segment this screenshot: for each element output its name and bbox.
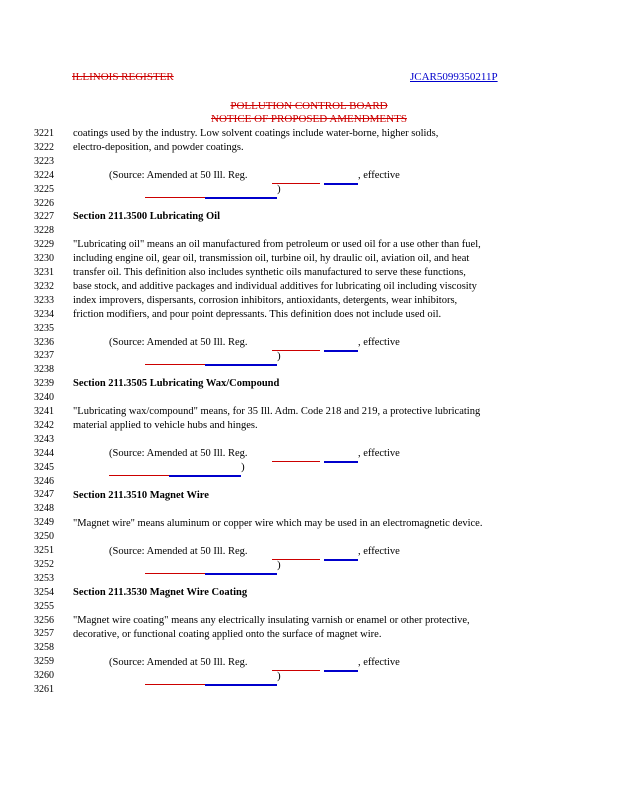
line-number: 3236 (34, 336, 54, 348)
line-number: 3250 (34, 531, 54, 543)
line-number: 3249 (34, 517, 54, 529)
source-effective: , effective (358, 448, 400, 459)
source-prefix: (Source: Amended at 50 Ill. Reg. (109, 546, 248, 557)
line-number: 3253 (34, 572, 54, 584)
line-number: 3224 (34, 169, 54, 181)
inserted-rule-line (324, 183, 358, 185)
line-number: 3241 (34, 406, 54, 417)
inserted-rule-line (205, 573, 277, 575)
line-number: 3256 (34, 614, 54, 626)
inserted-rule-line (324, 461, 358, 463)
source-prefix: (Source: Amended at 50 Ill. Reg. (109, 170, 248, 181)
header-jcar-code[interactable]: JCAR5099350211P (410, 71, 498, 83)
inserted-rule-line (205, 684, 277, 686)
line-number: 3226 (34, 197, 54, 209)
inserted-rule-line (324, 670, 358, 672)
source-note (109, 170, 248, 181)
line-number: 3231 (34, 267, 54, 278)
source-prefix: (Source: Amended at 50 Ill. Reg. (109, 337, 248, 348)
paragraph-line: "Magnet wire" means aluminum or copper wire which may be used in an electromagnetic device. (73, 518, 483, 529)
paragraph-line: including engine oil, gear oil, transmission oil, turbine oil, hy draulic oil, aviation oil, and heat (73, 253, 470, 264)
line-number: 3225 (34, 183, 54, 195)
paragraph-line: friction modifiers, and pour point depressants. This definition does not include used oil. (73, 309, 442, 320)
source-note (109, 546, 248, 557)
line-number: 3240 (34, 392, 54, 404)
source-note (109, 337, 248, 348)
line-number: 3223 (34, 155, 54, 167)
paragraph-line: transfer oil. This definition also includes synthetic oils manufactured to serve these functions, (73, 267, 466, 278)
deleted-rule-line (272, 461, 320, 462)
paragraph-line: "Lubricating oil" means an oil manufactured from petroleum or used oil for a use other than fuel, (73, 239, 481, 250)
deleted-rule-line (145, 197, 205, 198)
paragraph-line: index improvers, dispersants, corrosion inhibitors, antioxidants, detergents, wear inhibitors, (73, 295, 458, 306)
paragraph-line: "Lubricating wax/compound" means, for 35 Ill. Adm. Code 218 and 219, a protective lubricating (73, 406, 481, 417)
section-heading: Section 211.3505 Lubricating Wax/Compound (73, 378, 280, 389)
section-heading: Section 211.3530 Magnet Wire Coating (73, 587, 248, 598)
header-register-title: ILLINOIS REGISTER (72, 71, 174, 83)
line-number: 3245 (34, 461, 54, 473)
line-number: 3242 (34, 419, 54, 431)
source-effective: , effective (358, 657, 400, 668)
line-number: 3261 (34, 684, 54, 695)
source-close-paren: ) (277, 670, 281, 682)
line-number: 3222 (34, 141, 54, 153)
line-number: 3260 (34, 670, 54, 682)
line-number: 3243 (34, 433, 54, 445)
line-number: 3251 (34, 545, 54, 556)
line-number: 3227 (34, 211, 54, 223)
paragraph-line: coatings used by the industry. Low solvent coatings include water-borne, higher solids, (73, 128, 439, 139)
source-note (109, 448, 248, 459)
paragraph-line: "Magnet wire coating" means any electrically insulating varnish or enamel or other protective, (73, 615, 470, 626)
source-prefix: (Source: Amended at 50 Ill. Reg. (109, 448, 248, 459)
line-number: 3247 (34, 489, 54, 501)
source-effective: , effective (358, 170, 400, 181)
line-number: 3239 (34, 378, 54, 390)
source-effective: , effective (358, 546, 400, 557)
inserted-rule-line (205, 364, 277, 366)
inserted-rule-line (205, 197, 277, 199)
inserted-rule-line (169, 475, 241, 477)
line-number: 3258 (34, 642, 54, 654)
line-number: 3254 (34, 586, 54, 598)
line-number: 3244 (34, 447, 54, 459)
line-number: 3238 (34, 364, 54, 376)
line-number: 3229 (34, 239, 54, 251)
paragraph-line: decorative, or functional coating applied onto the surface of magnet wire. (73, 629, 382, 640)
header-notice-title: NOTICE OF PROPOSED AMENDMENTS (211, 113, 407, 125)
section-heading: Section 211.3500 Lubricating Oil (73, 211, 221, 222)
line-number: 3230 (34, 253, 54, 265)
line-number: 3234 (34, 308, 54, 320)
source-close-paren: ) (241, 461, 245, 473)
line-number: 3228 (34, 225, 54, 237)
source-effective: , effective (358, 337, 400, 348)
line-number: 3235 (34, 322, 54, 334)
line-number: 3257 (34, 628, 54, 640)
section-heading: Section 211.3510 Magnet Wire (73, 490, 209, 501)
source-note (109, 657, 248, 668)
deleted-rule-line (109, 475, 169, 476)
line-number: 3221 (34, 128, 54, 139)
line-number: 3246 (34, 475, 54, 487)
source-close-paren: ) (277, 559, 281, 571)
line-number: 3255 (34, 600, 54, 612)
paragraph-line: electro-deposition, and powder coatings. (73, 142, 244, 153)
inserted-rule-line (324, 559, 358, 561)
source-close-paren: ) (277, 183, 281, 195)
line-number: 3232 (34, 280, 54, 292)
line-number: 3259 (34, 656, 54, 668)
line-number: 3248 (34, 503, 54, 515)
deleted-rule-line (145, 364, 205, 365)
paragraph-line: material applied to vehicle hubs and hinges. (73, 420, 258, 431)
source-prefix: (Source: Amended at 50 Ill. Reg. (109, 657, 248, 668)
source-close-paren: ) (277, 350, 281, 362)
line-number: 3237 (34, 350, 54, 362)
line-number: 3252 (34, 558, 54, 570)
paragraph-line: base stock, and additive packages and individual additives for lubricating oil including viscosity (73, 281, 477, 292)
line-number: 3233 (34, 294, 54, 306)
deleted-rule-line (145, 573, 205, 574)
inserted-rule-line (324, 350, 358, 352)
deleted-rule-line (145, 684, 205, 685)
header-agency-title: POLLUTION CONTROL BOARD (230, 100, 388, 112)
